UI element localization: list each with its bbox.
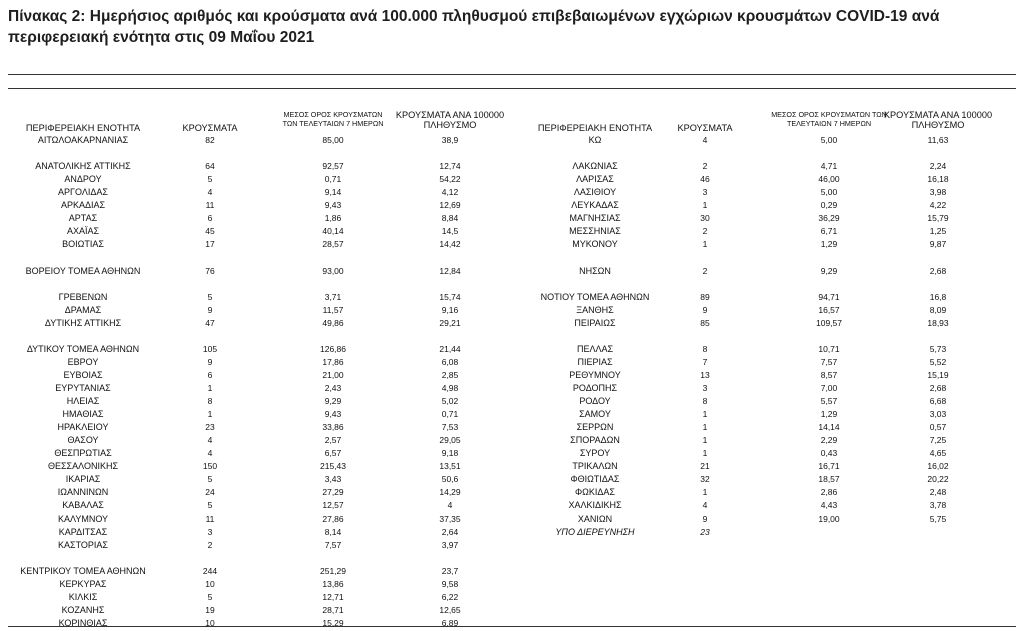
- region-cell: ΚΑΒΑΛΑΣ: [62, 500, 104, 511]
- cases-cell: 1: [702, 487, 708, 498]
- per100k-cell: 7,25: [929, 435, 947, 446]
- avg7-cell: 2,43: [324, 383, 342, 393]
- per100k-cell: 2,48: [929, 487, 947, 498]
- per100k-cell: 3,78: [929, 500, 947, 511]
- region-cell: ΒΟΡΕΙΟΥ ΤΟΜΕΑ ΑΘΗΝΩΝ: [25, 265, 141, 276]
- avg7-cell: 13,86: [322, 578, 344, 589]
- region-cell: ΝΟΤΙΟΥ ΤΟΜΕΑ ΑΘΗΝΩΝ: [540, 291, 650, 302]
- per100k-cell: 37,35: [439, 513, 461, 524]
- region-cell: ΛΕΥΚΑΔΑΣ: [571, 200, 619, 211]
- per100k-cell: 54,22: [439, 174, 461, 185]
- cases-cell: 89: [700, 291, 710, 302]
- header-cases-left: ΚΡΟΥΣΜΑΤΑ: [182, 123, 238, 133]
- per100k-cell: 9,58: [441, 578, 459, 589]
- avg7-cell: 16,57: [818, 304, 840, 315]
- avg7-cell: 85,00: [322, 135, 344, 145]
- region-cell: ΝΗΣΩΝ: [579, 265, 611, 276]
- header-cases-right: ΚΡΟΥΣΜΑΤΑ: [677, 123, 733, 133]
- per100k-cell: 15,79: [927, 213, 949, 224]
- avg7-cell: 28,71: [322, 604, 344, 615]
- cases-cell: 64: [205, 161, 215, 172]
- cases-cell: 45: [205, 226, 215, 237]
- cases-cell: 5: [207, 591, 213, 602]
- per100k-cell: 12,65: [439, 604, 461, 615]
- avg7-cell: 46,00: [818, 174, 840, 185]
- region-cell: ΑΙΤΩΛΟΑΚΑΡΝΑΝΙΑΣ: [37, 135, 129, 145]
- region-cell: ΛΑΡΙΣΑΣ: [576, 174, 614, 185]
- avg7-cell: 7,57: [324, 539, 342, 550]
- region-cell: ΗΛΕΙΑΣ: [66, 396, 100, 406]
- region-cell: ΘΕΣΣΑΛΟΝΙΚΗΣ: [47, 461, 119, 472]
- avg7-cell: 3,71: [324, 291, 342, 302]
- per100k-cell: 4: [447, 500, 453, 511]
- region-cell: ΜΕΣΣΗΝΙΑΣ: [569, 226, 621, 237]
- region-cell: ΗΡΑΚΛΕΙΟΥ: [57, 422, 109, 433]
- per100k-cell: 8,09: [929, 304, 947, 315]
- region-cell: ΧΑΝΙΩΝ: [577, 513, 613, 524]
- region-cell: ΓΡΕΒΕΝΩΝ: [58, 291, 108, 302]
- cases-cell: 9: [702, 513, 708, 524]
- per100k-cell: 38,9: [441, 135, 459, 145]
- cases-cell: 8: [702, 343, 708, 354]
- avg7-cell: 109,57: [816, 317, 842, 328]
- per100k-cell: 6,68: [929, 396, 947, 406]
- cases-cell: 24: [205, 487, 215, 498]
- region-cell: ΣΕΡΡΩΝ: [576, 422, 614, 433]
- cases-cell: 10: [205, 617, 215, 628]
- cases-cell: 6: [207, 213, 213, 224]
- region-cell: ΛΑΣΙΘΙΟΥ: [573, 187, 617, 198]
- region-cell: ΞΑΝΘΗΣ: [576, 304, 614, 315]
- per100k-cell: 15,74: [439, 291, 461, 302]
- per100k-cell: 4,12: [441, 187, 459, 198]
- region-cell: ΑΝΑΤΟΛΙΚΗΣ ΑΤΤΙΚΗΣ: [35, 161, 131, 172]
- avg7-cell: 6,57: [324, 448, 342, 459]
- avg7-cell: 94,71: [818, 291, 840, 302]
- avg7-cell: 0,29: [820, 200, 838, 211]
- region-cell: ΡΕΘΥΜΝΟΥ: [569, 369, 621, 380]
- cases-cell: 76: [205, 265, 215, 276]
- cases-cell: 1: [207, 383, 213, 393]
- cases-cell: 8: [207, 396, 213, 406]
- cases-cell: 4: [207, 435, 213, 446]
- avg7-cell: 1,29: [820, 239, 838, 250]
- region-cell: ΧΑΛΚΙΔΙΚΗΣ: [568, 500, 622, 511]
- per100k-cell: 16,8: [929, 291, 947, 302]
- region-cell: ΚΑΡΔΙΤΣΑΣ: [58, 526, 108, 537]
- avg7-cell: 9,43: [324, 200, 342, 211]
- avg7-cell: 2,86: [820, 487, 838, 498]
- region-cell: ΔΥΤΙΚΗΣ ΑΤΤΙΚΗΣ: [44, 317, 122, 328]
- region-cell: ΒΟΙΩΤΙΑΣ: [62, 239, 104, 250]
- region-cell: ΦΩΚΙΔΑΣ: [575, 487, 615, 498]
- cases-cell: 2: [702, 226, 708, 237]
- region-cell: ΚΟΖΑΝΗΣ: [61, 604, 105, 615]
- region-cell: ΜΑΓΝΗΣΙΑΣ: [569, 213, 621, 224]
- cases-cell: 4: [207, 187, 213, 198]
- per100k-cell: 29,21: [439, 317, 461, 328]
- cases-cell: 1: [702, 422, 708, 433]
- avg7-cell: 92,57: [322, 161, 344, 172]
- per100k-cell: 3,98: [929, 187, 947, 198]
- region-cell: ΕΥΡΥΤΑΝΙΑΣ: [55, 383, 111, 393]
- region-cell: ΦΘΙΩΤΙΔΑΣ: [570, 474, 620, 485]
- avg7-cell: 19,00: [818, 513, 840, 524]
- per100k-cell: 50,6: [441, 474, 459, 485]
- region-cell: ΘΕΣΠΡΩΤΙΑΣ: [54, 448, 112, 459]
- cases-cell: 32: [700, 474, 710, 485]
- cases-cell: 2: [702, 265, 708, 276]
- per100k-cell: 12,69: [439, 200, 461, 211]
- region-cell: ΔΥΤΙΚΟΥ ΤΟΜΕΑ ΑΘΗΝΩΝ: [26, 343, 140, 354]
- avg7-cell: 8,14: [324, 526, 342, 537]
- per100k-cell: 5,52: [929, 356, 947, 367]
- avg7-cell: 251,29: [320, 565, 346, 576]
- cases-cell: 21: [700, 461, 710, 472]
- cases-cell: 1: [702, 200, 708, 211]
- per100k-cell: 5,73: [929, 343, 947, 354]
- region-cell: ΚΑΣΤΟΡΙΑΣ: [58, 539, 108, 550]
- per100k-cell: 14,42: [439, 239, 461, 250]
- cases-cell: 4: [207, 448, 213, 459]
- cases-cell: 1: [702, 435, 708, 446]
- avg7-cell: 11,57: [322, 304, 344, 315]
- cases-cell: 30: [700, 213, 710, 224]
- header-per100k-left: ΚΡΟΥΣΜΑΤΑ ΑΝΑ 100000 ΠΛΗΘΥΣΜΟ: [395, 110, 505, 130]
- per100k-cell: 0,71: [441, 409, 459, 420]
- cases-cell: 5: [207, 174, 213, 185]
- avg7-cell: 28,57: [322, 239, 344, 250]
- cases-cell: 1: [702, 409, 708, 420]
- cases-cell: 10: [205, 578, 215, 589]
- cases-cell: 23: [700, 526, 710, 537]
- per100k-cell: 6,89: [441, 617, 459, 628]
- avg7-cell: 0,71: [324, 174, 342, 185]
- region-cell: ΚΕΝΤΡΙΚΟΥ ΤΟΜΕΑ ΑΘΗΝΩΝ: [20, 565, 146, 576]
- table-title: Πίνακας 2: Ημερήσιος αριθμός και κρούσματα ανά 100.000 πληθυσμού επιβεβαιωμένων εγχώριων κρουσμάτων COVID-19 ανά περιφερειακή ενότητα στις 09 Μαΐου 2021: [8, 8, 940, 46]
- region-cell: ΑΡΚΑΔΙΑΣ: [60, 200, 106, 211]
- per100k-cell: 7,53: [441, 422, 459, 433]
- avg7-cell: 1,29: [820, 409, 838, 420]
- cases-cell: 9: [207, 356, 213, 367]
- cases-cell: 46: [700, 174, 710, 185]
- per100k-cell: 6,08: [441, 356, 459, 367]
- cases-cell: 85: [700, 317, 710, 328]
- region-cell: ΕΒΡΟΥ: [67, 356, 99, 367]
- per100k-cell: 23,7: [441, 565, 459, 576]
- per100k-cell: 15,19: [927, 369, 949, 380]
- avg7-cell: 33,86: [322, 422, 344, 433]
- cases-cell: 1: [702, 239, 708, 250]
- avg7-cell: 4,71: [820, 161, 838, 172]
- per100k-cell: 9,18: [441, 448, 459, 459]
- region-cell: ΡΟΔΟΥ: [579, 396, 611, 406]
- region-cell: ΚΩ: [588, 135, 602, 145]
- region-cell: ΤΡΙΚΑΛΩΝ: [572, 461, 618, 472]
- avg7-cell: 12,57: [322, 500, 344, 511]
- region-cell: ΜΥΚΟΝΟΥ: [572, 239, 618, 250]
- cases-cell: 5: [207, 291, 213, 302]
- per100k-cell: 4,98: [441, 383, 459, 393]
- cases-cell: 4: [702, 500, 708, 511]
- cases-cell: 7: [702, 356, 708, 367]
- cases-cell: 244: [202, 565, 218, 576]
- per100k-cell: 21,44: [439, 343, 461, 354]
- avg7-cell: 14,14: [818, 422, 840, 433]
- avg7-cell: 1,86: [324, 213, 342, 224]
- per100k-cell: 2,68: [929, 265, 947, 276]
- per100k-cell: 9,16: [441, 304, 459, 315]
- avg7-cell: 7,00: [820, 383, 838, 393]
- per100k-cell: 18,93: [927, 317, 949, 328]
- avg7-cell: 8,57: [820, 369, 838, 380]
- region-cell: ΑΡΤΑΣ: [68, 213, 98, 224]
- cases-cell: 8: [702, 396, 708, 406]
- per100k-cell: 8,84: [441, 213, 459, 224]
- per100k-cell: 12,84: [439, 265, 461, 276]
- avg7-cell: 36,29: [818, 213, 840, 224]
- avg7-cell: 12,71: [322, 591, 344, 602]
- per100k-cell: 2,85: [441, 369, 459, 380]
- header-per100k-right: ΚΡΟΥΣΜΑΤΑ ΑΝΑ 100000 ΠΛΗΘΥΣΜΟ: [883, 110, 993, 130]
- region-cell: ΠΕΛΛΑΣ: [576, 343, 614, 354]
- avg7-cell: 18,57: [818, 474, 840, 485]
- region-cell: ΙΚΑΡΙΑΣ: [65, 474, 101, 485]
- avg7-cell: 93,00: [322, 265, 344, 276]
- cases-cell: 23: [205, 422, 215, 433]
- avg7-cell: 27,29: [322, 487, 344, 498]
- avg7-cell: 5,00: [820, 187, 838, 198]
- avg7-cell: 2,57: [324, 435, 342, 446]
- avg7-cell: 6,71: [820, 226, 838, 237]
- cases-cell: 13: [700, 369, 710, 380]
- per100k-cell: 16,18: [927, 174, 949, 185]
- cases-cell: 19: [205, 604, 215, 615]
- region-cell: ΠΙΕΡΙΑΣ: [577, 356, 613, 367]
- per100k-cell: 0,57: [929, 422, 947, 433]
- cases-cell: 11: [205, 513, 215, 524]
- header-avg7-left: ΜΕΣΟΣ ΟΡΟΣ ΚΡΟΥΣΜΑΤΩΝ ΤΩΝ ΤΕΛΕΥΤΑΙΩΝ 7 ΗΜΕΡΩΝ: [282, 110, 384, 128]
- avg7-cell: 15,29: [322, 617, 344, 628]
- avg7-cell: 9,14: [324, 187, 342, 198]
- per100k-cell: 11,63: [927, 135, 949, 145]
- per100k-cell: 5,75: [929, 513, 947, 524]
- cases-cell: 9: [207, 304, 213, 315]
- region-cell: ΘΑΣΟΥ: [67, 435, 99, 446]
- per100k-cell: 6,22: [441, 591, 459, 602]
- avg7-cell: 5,00: [820, 135, 838, 145]
- per100k-cell: 29,05: [439, 435, 461, 446]
- top-rule: [8, 74, 1016, 75]
- cases-cell: 3: [207, 526, 213, 537]
- cases-cell: 4: [702, 135, 708, 145]
- avg7-cell: 215,43: [320, 461, 346, 472]
- region-cell: ΡΟΔΟΠΗΣ: [572, 383, 618, 393]
- avg7-cell: 3,43: [324, 474, 342, 485]
- cases-cell: 6: [207, 369, 213, 380]
- per100k-cell: 16,02: [927, 461, 949, 472]
- per100k-cell: 3,03: [929, 409, 947, 420]
- avg7-cell: 16,71: [818, 461, 840, 472]
- header-region-right: ΠΕΡΙΦΕΡΕΙΑΚΗ ΕΝΟΤΗΤΑ: [537, 123, 653, 133]
- avg7-cell: 9,29: [324, 396, 342, 406]
- cases-cell: 105: [202, 343, 218, 354]
- avg7-cell: 7,57: [820, 356, 838, 367]
- per100k-cell: 3,97: [441, 539, 459, 550]
- avg7-cell: 17,86: [322, 356, 344, 367]
- cases-cell: 150: [202, 461, 218, 472]
- region-cell: ΗΜΑΘΙΑΣ: [62, 409, 104, 420]
- avg7-cell: 0,43: [820, 448, 838, 459]
- per100k-cell: 1,25: [929, 226, 947, 237]
- region-cell: ΚΑΛΥΜΝΟΥ: [57, 513, 109, 524]
- per100k-cell: 2,64: [441, 526, 459, 537]
- region-cell: ΑΝΔΡΟΥ: [64, 174, 102, 185]
- cases-cell: 17: [205, 239, 215, 250]
- cases-cell: 3: [702, 383, 708, 393]
- avg7-cell: 49,86: [322, 317, 344, 328]
- avg7-cell: 27,86: [322, 513, 344, 524]
- region-cell: ΚΟΡΙΝΘΙΑΣ: [58, 617, 108, 628]
- cases-cell: 82: [205, 135, 215, 145]
- cases-cell: 2: [702, 161, 708, 172]
- region-cell: ΣΑΜΟΥ: [579, 409, 611, 420]
- cases-cell: 5: [207, 474, 213, 485]
- cases-cell: 1: [702, 448, 708, 459]
- region-cell: ΥΠΟ ΔΙΕΡΕΥΝΗΣΗ: [555, 526, 635, 537]
- per100k-cell: 4,22: [929, 200, 947, 211]
- avg7-cell: 10,71: [818, 343, 840, 354]
- region-cell: ΠΕΙΡΑΙΩΣ: [574, 317, 616, 328]
- second-rule: [8, 88, 1016, 89]
- region-cell: ΕΥΒΟΙΑΣ: [63, 369, 103, 380]
- per100k-cell: 2,68: [929, 383, 947, 393]
- avg7-cell: 9,43: [324, 409, 342, 420]
- avg7-cell: 21,00: [322, 369, 344, 380]
- region-cell: ΛΑΚΩΝΙΑΣ: [572, 161, 618, 172]
- region-cell: ΚΕΡΚΥΡΑΣ: [59, 578, 107, 589]
- avg7-cell: 4,43: [820, 500, 838, 511]
- header-avg7-right: ΜΕΣΟΣ ΟΡΟΣ ΚΡΟΥΣΜΑΤΩΝ ΤΩΝ ΤΕΛΕΥΤΑΙΩΝ 7 ΗΜΕΡΩΝ: [771, 110, 887, 128]
- per100k-cell: 14,29: [439, 487, 461, 498]
- avg7-cell: 5,57: [820, 396, 838, 406]
- cases-cell: 3: [702, 187, 708, 198]
- region-cell: ΑΡΓΟΛΙΔΑΣ: [58, 187, 108, 198]
- per100k-cell: 14,5: [441, 226, 459, 237]
- bottom-rule: [8, 626, 1016, 627]
- avg7-cell: 126,86: [320, 343, 346, 354]
- header-region-left: ΠΕΡΙΦΕΡΕΙΑΚΗ ΕΝΟΤΗΤΑ: [25, 123, 141, 133]
- region-cell: ΣΠΟΡΑΔΩΝ: [570, 435, 620, 446]
- region-cell: ΙΩΑΝΝΙΝΩΝ: [57, 487, 109, 498]
- avg7-cell: 9,29: [820, 265, 838, 276]
- cases-cell: 11: [205, 200, 215, 211]
- per100k-cell: 9,87: [929, 239, 947, 250]
- per100k-cell: 13,51: [439, 461, 461, 472]
- cases-cell: 5: [207, 500, 213, 511]
- per100k-cell: 20,22: [927, 474, 949, 485]
- region-cell: ΑΧΑΪΑΣ: [66, 226, 100, 237]
- cases-cell: 47: [205, 317, 215, 328]
- region-cell: ΔΡΑΜΑΣ: [64, 304, 102, 315]
- cases-cell: 9: [702, 304, 708, 315]
- per100k-cell: 2,24: [929, 161, 947, 172]
- avg7-cell: 40,14: [322, 226, 344, 237]
- region-cell: ΣΥΡΟΥ: [579, 448, 611, 459]
- per100k-cell: 4,65: [929, 448, 947, 459]
- cases-cell: 2: [207, 539, 213, 550]
- per100k-cell: 5,02: [441, 396, 459, 406]
- cases-cell: 1: [207, 409, 213, 420]
- per100k-cell: 12,74: [439, 161, 461, 172]
- avg7-cell: 2,29: [820, 435, 838, 446]
- region-cell: ΚΙΛΚΙΣ: [68, 591, 98, 602]
